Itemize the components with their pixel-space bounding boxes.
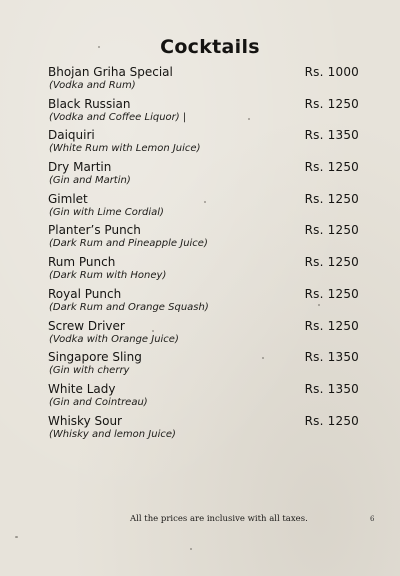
paper-speck [248,118,250,120]
item-name: Singapore Sling [48,350,142,365]
item-price: Rs. 1250 [304,96,359,111]
item-description: (Gin with cherry [49,365,130,377]
item-name: Gimlet [48,191,88,206]
page-number: 6 [370,515,375,523]
paper-speck [15,536,18,538]
menu-item [48,223,368,255]
item-price: Rs. 1250 [304,191,359,206]
cocktail-list [48,65,368,445]
menu-item [48,319,368,351]
menu-item [48,128,368,160]
item-name: Rum Punch [48,255,116,270]
menu-item [48,382,368,414]
item-price: Rs. 1250 [304,255,359,270]
paper-speck [152,330,154,332]
item-price: Rs. 1250 [304,286,359,301]
item-description: (Dark Rum and Pineapple Juice) [49,238,208,250]
item-price: Rs. 1350 [304,350,359,365]
paper-speck [262,357,264,359]
item-description: (Dark Rum and Orange Squash) [49,301,209,313]
item-description: (Dark Rum with Honey) [49,270,167,282]
item-name: White Lady [48,381,116,396]
item-name: Planter’s Punch [48,223,141,238]
item-price: Rs. 1250 [304,413,359,428]
paper-speck [204,201,206,203]
menu-title: Cocktails [160,36,260,58]
menu-item [48,350,368,382]
tax-note: All the prices are inclusive with all taxes. [130,514,308,524]
item-name: Dry Martin [48,160,112,175]
item-price: Rs. 1250 [304,223,359,238]
menu-item [48,65,368,97]
item-description: (Vodka with Orange Juice) [49,333,179,345]
item-price: Rs. 1000 [304,65,359,79]
item-description: (Vodka and Rum) [49,80,136,91]
paper-speck [190,548,192,550]
item-name: Black Russian [48,96,131,111]
menu-item [48,192,368,224]
item-name: Bhojan Griha Special [48,65,173,79]
item-price: Rs. 1250 [304,160,359,175]
item-description: (Gin and Martin) [49,175,131,187]
menu-item [48,160,368,192]
item-description: (Whisky and lemon Juice) [49,428,176,440]
paper-speck [98,46,100,48]
menu-item [48,97,368,129]
item-name: Screw Driver [48,318,125,333]
item-price: Rs. 1350 [304,381,359,396]
paper-speck [318,304,320,306]
item-name: Royal Punch [48,286,122,301]
menu-item [48,287,368,319]
item-description: (White Rum with Lemon Juice) [49,143,201,155]
item-description: (Vodka and Coffee Liquor) | [49,111,187,123]
item-name: Whisky Sour [48,413,122,428]
item-description: (Gin with Lime Cordial) [49,206,164,218]
menu-item [48,414,368,446]
item-name: Daiquiri [48,128,95,143]
item-price: Rs. 1350 [304,128,359,143]
item-price: Rs. 1250 [304,318,359,333]
item-description: (Gin and Cointreau) [49,396,148,408]
menu-item [48,255,368,287]
